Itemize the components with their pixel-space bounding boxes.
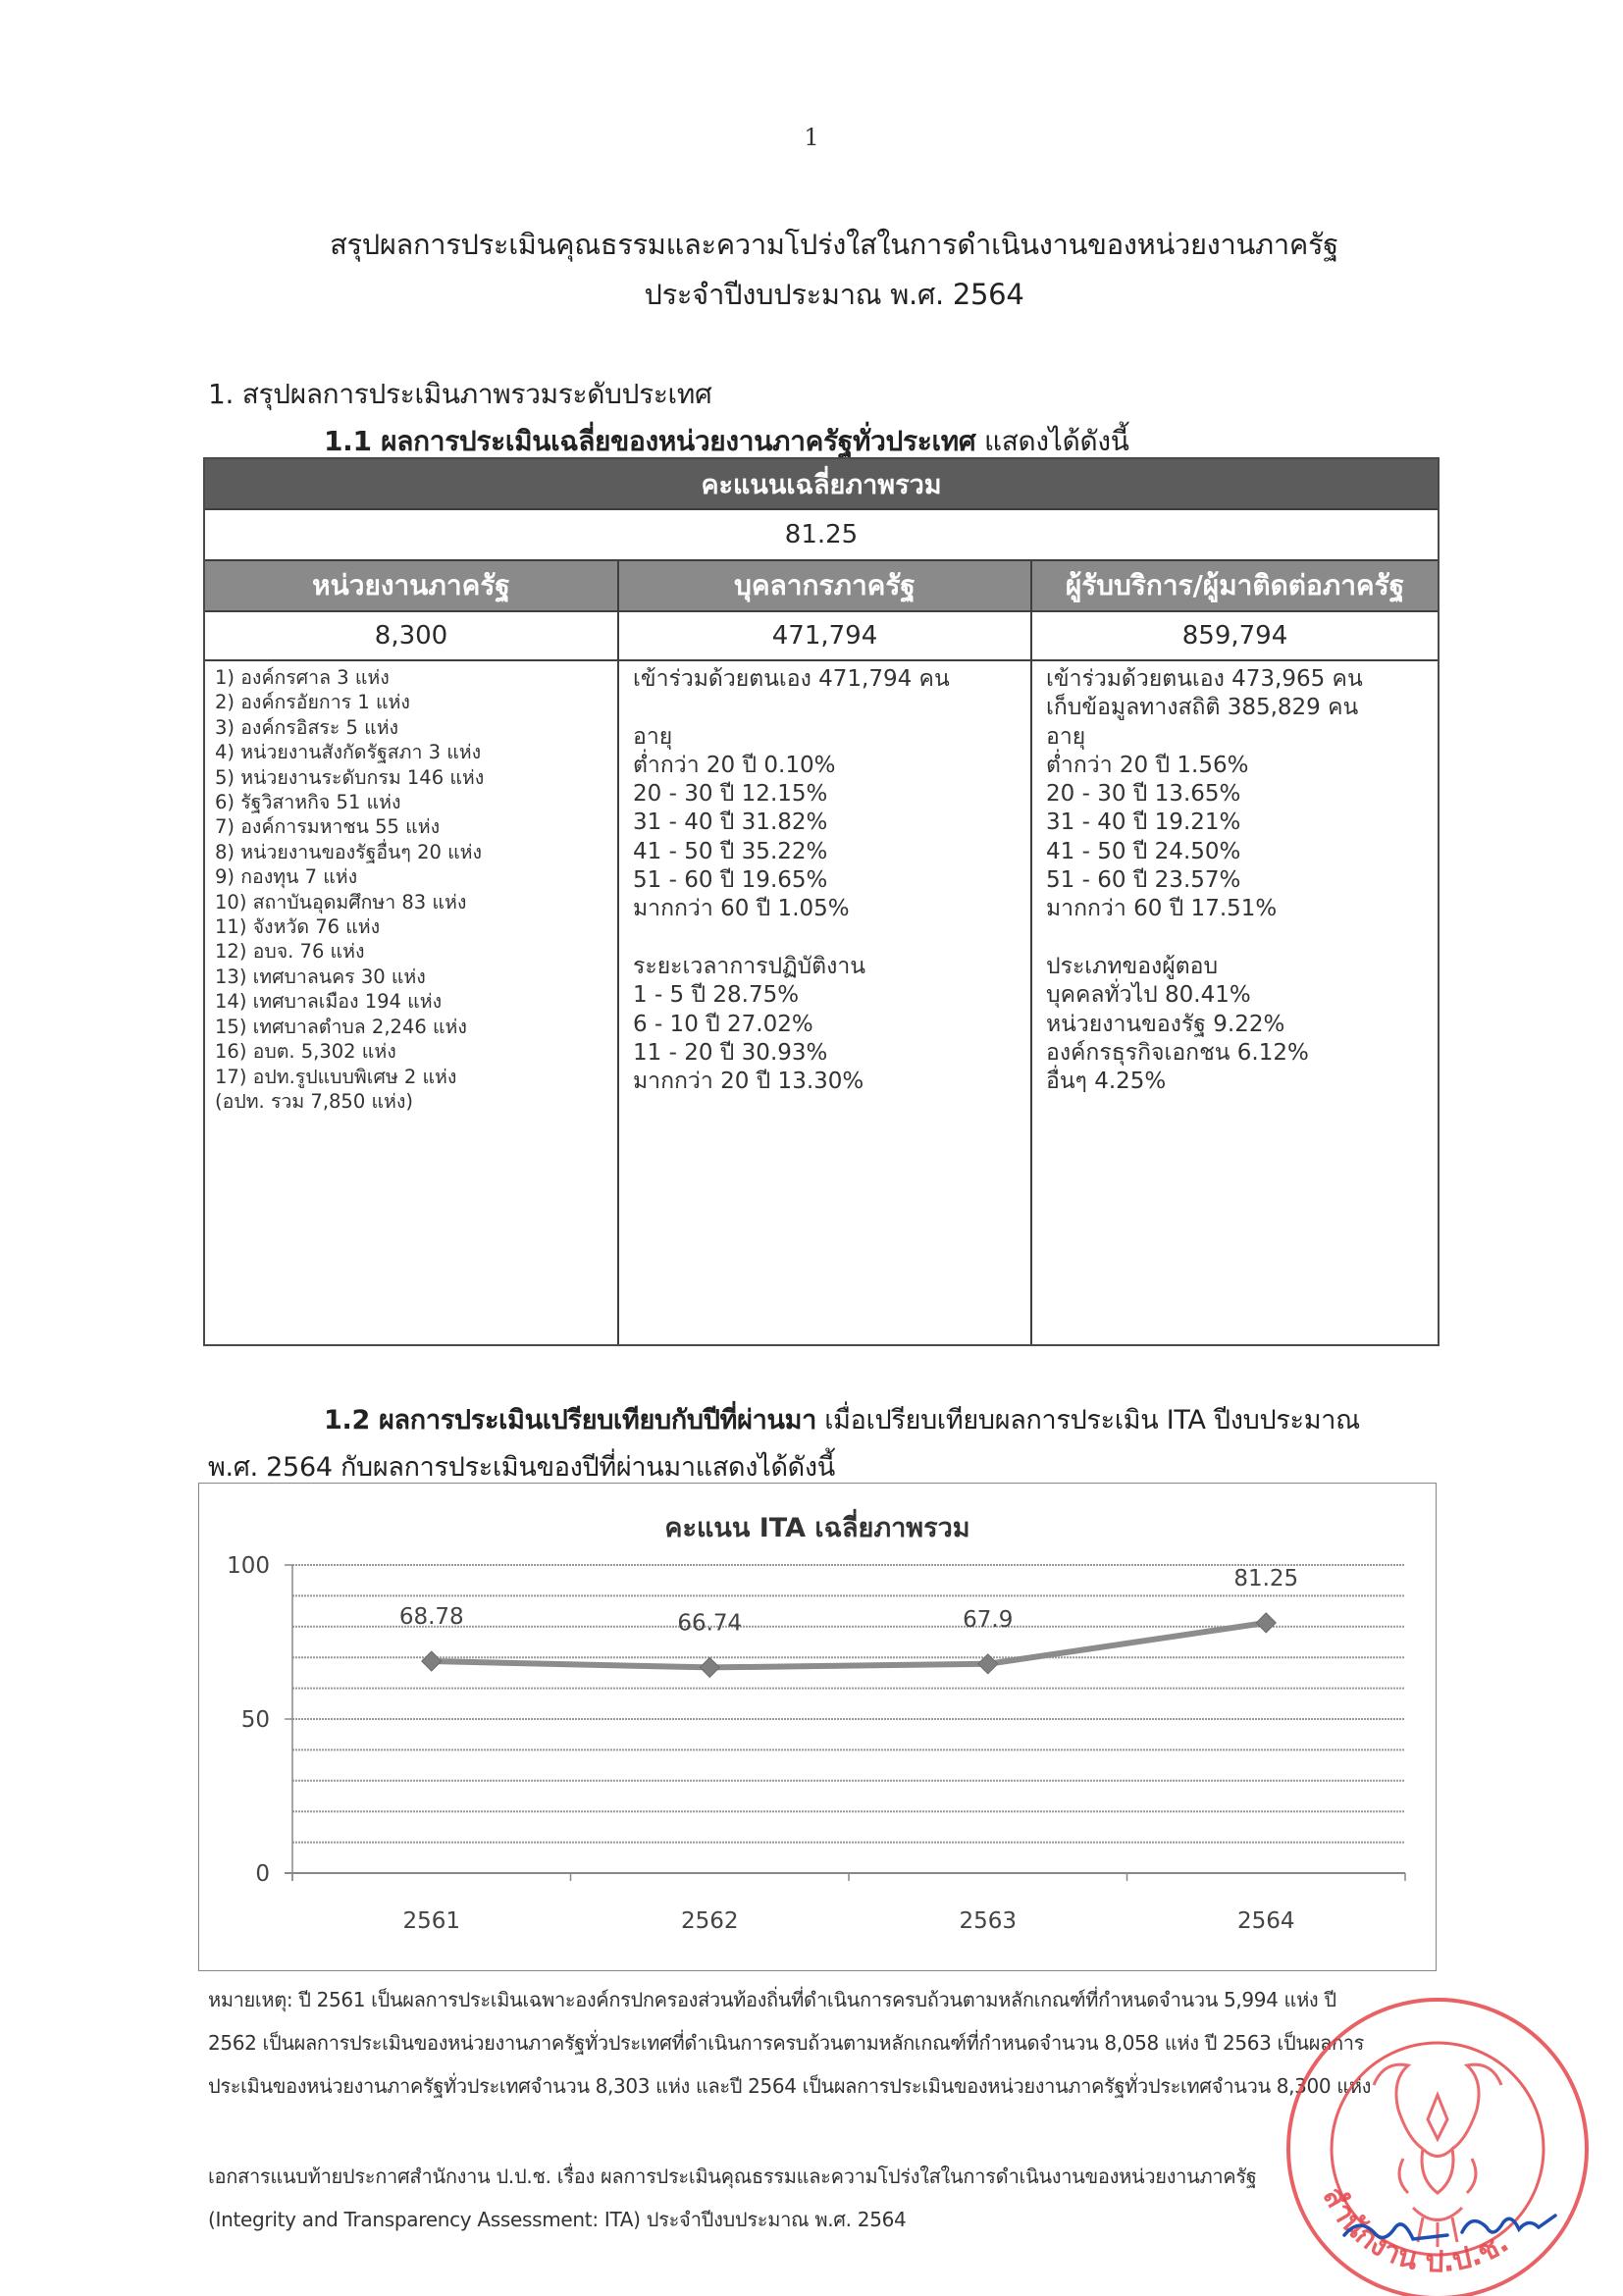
personnel-tenure-heading: ระยะเวลาการปฏิบัติงาน bbox=[633, 953, 865, 979]
list-item: 5) หน่วยงานระดับกรม 146 แห่ง bbox=[215, 765, 485, 789]
y-tick-label: 0 bbox=[255, 1861, 270, 1887]
series-line bbox=[432, 1623, 1267, 1668]
chart-x-tick-labels bbox=[402, 1908, 1294, 1934]
y-tick-label: 50 bbox=[240, 1707, 270, 1733]
footer-line-1: เอกสารแนบท้ายประกาศสำนักงาน ป.ป.ช. เรื่อง ผลการประเมินคุณธรรมและความโปร่งใสในการดำเนินงานของหน่วยงานภาครัฐ bbox=[208, 2165, 1257, 2188]
list-item: 51 - 60 ปี 23.57% bbox=[1046, 867, 1241, 894]
list-item: อื่นๆ 4.25% bbox=[1046, 1069, 1167, 1095]
summary-table bbox=[203, 457, 1440, 1346]
overall-score: 81.25 bbox=[205, 510, 1438, 561]
chart-y-tick-labels bbox=[227, 1553, 270, 1887]
personnel-participation: เข้าร่วมด้วยตนเอง 471,794 คน bbox=[633, 666, 950, 692]
list-item: 1 - 5 ปี 28.75% bbox=[633, 982, 800, 1009]
footer-line-2: (Integrity and Transparency Assessment: ITA) ประจำปีงบประมาณ พ.ศ. 2564 bbox=[208, 2208, 907, 2231]
list-item: หน่วยงานของรัฐ 9.22% bbox=[1046, 1011, 1285, 1037]
x-tick-label: 2563 bbox=[959, 1908, 1018, 1934]
document-title: สรุปผลการประเมินคุณธรรมและความโปร่งใสในการดำเนินงานของหน่วยงานภาครัฐ bbox=[330, 228, 1338, 261]
chart-title: คะแนน ITA เฉลี่ยภาพรวม bbox=[664, 1513, 970, 1543]
note-line-1: หมายเหตุ: ปี 2561 เป็นผลการประเมินเฉพาะองค์กรปกครองส่วนท้องถิ่นที่ดำเนินการครบถ้วนตามหลักเกณฑ์ที่กำหนดจำนวน 5,994 แห่ง ปี bbox=[208, 1988, 1336, 2011]
chart-series bbox=[422, 1613, 1277, 1678]
list-item: ต่ำกว่า 20 ปี 1.56% bbox=[1046, 752, 1249, 778]
list-item: (อปท. รวม 7,850 แห่ง) bbox=[215, 1089, 413, 1113]
data-label: 67.9 bbox=[963, 1606, 1014, 1633]
column-header-agencies: หน่วยงานภาครัฐ bbox=[205, 561, 619, 610]
public-statistics: เก็บข้อมูลทางสถิติ 385,829 คน bbox=[1046, 695, 1359, 721]
list-item: 20 - 30 ปี 12.15% bbox=[633, 781, 828, 808]
list-item: 14) เทศบาลเมือง 194 แห่ง bbox=[215, 990, 443, 1014]
list-item: 15) เทศบาลตำบล 2,246 แห่ง bbox=[215, 1015, 467, 1038]
list-item: 41 - 50 ปี 35.22% bbox=[633, 838, 828, 864]
table-column-headers bbox=[205, 561, 1438, 612]
list-item: 9) กองทุน 7 แห่ง bbox=[215, 865, 358, 889]
list-item: 41 - 50 ปี 24.50% bbox=[1046, 838, 1241, 864]
list-item: 31 - 40 ปี 19.21% bbox=[1046, 809, 1241, 836]
list-item: มากกว่า 20 ปี 13.30% bbox=[633, 1069, 864, 1095]
list-item: มากกว่า 60 ปี 17.51% bbox=[1046, 896, 1278, 922]
column-header-public: ผู้รับบริการ/ผู้มาติดต่อภาครัฐ bbox=[1065, 569, 1405, 601]
list-item: 8) หน่วยงานของรัฐอื่นๆ 20 แห่ง bbox=[215, 840, 483, 863]
chart-data-labels bbox=[399, 1566, 1298, 1637]
list-item: ต่ำกว่า 20 ปี 0.10% bbox=[633, 752, 836, 778]
list-item: 11 - 20 ปี 30.93% bbox=[633, 1039, 828, 1066]
public-participation: เข้าร่วมด้วยตนเอง 473,965 คน bbox=[1046, 666, 1363, 692]
section-1-2-rest: เมื่อเปรียบเทียบผลการประเมิน ITA ปีงบประมาณ bbox=[815, 1405, 1360, 1435]
ita-chart bbox=[198, 1483, 1437, 1971]
chart-canvas bbox=[199, 1484, 1435, 1969]
list-item: 12) อบจ. 76 แห่ง bbox=[215, 940, 365, 964]
x-tick-label: 2564 bbox=[1236, 1908, 1295, 1934]
personnel-details bbox=[619, 661, 1032, 1344]
public-details bbox=[1032, 661, 1438, 1344]
section-1-1-bold: 1.1 ผลการประเมินเฉลี่ยของหน่วยงานภาครัฐทั่วประเทศ bbox=[324, 425, 976, 457]
list-item: 6 - 10 ปี 27.02% bbox=[633, 1011, 813, 1037]
list-item: 3) องค์กรอิสระ 5 แห่ง bbox=[215, 715, 399, 739]
note-line-3: ประเมินของหน่วยงานภาครัฐทั่วประเทศจำนวน 8,303 แห่ง และปี 2564 เป็นผลการประเมินของหน่วยงานภาครัฐทั่วประเทศจำนวน 8,300 แห่ง bbox=[208, 2074, 1372, 2098]
data-label: 66.74 bbox=[677, 1610, 743, 1637]
list-item: บุคคลทั่วไป 80.41% bbox=[1046, 982, 1251, 1009]
y-tick-label: 100 bbox=[227, 1553, 270, 1579]
list-item: 17) อปท.รูปแบบพิเศษ 2 แห่ง bbox=[215, 1065, 457, 1088]
list-item: องค์กรธุรกิจเอกชน 6.12% bbox=[1046, 1039, 1309, 1066]
table-header-overall: คะแนนเฉลี่ยภาพรวม bbox=[205, 459, 1438, 510]
list-item: 10) สถาบันอุดมศึกษา 83 แห่ง bbox=[215, 890, 467, 913]
section-1-2-line2: พ.ศ. 2564 กับผลการประเมินของปีที่ผ่านมาแสดงได้ดังนี้ bbox=[208, 1452, 835, 1483]
list-item: 7) องค์การมหาชน 55 แห่ง bbox=[215, 815, 441, 839]
data-point-marker bbox=[1256, 1613, 1276, 1633]
section-1-1-rest: แสดงได้ดังนี้ bbox=[975, 425, 1129, 457]
list-item: 2) องค์กรอัยการ 1 แห่ง bbox=[215, 691, 410, 714]
data-label: 81.25 bbox=[1233, 1565, 1299, 1592]
garuda-seal-icon bbox=[1276, 1982, 1609, 2296]
column-header-personnel: บุคลากรภาครัฐ bbox=[619, 561, 1032, 610]
note-line-2: 2562 เป็นผลการประเมินของหน่วยงานภาครัฐทั่วประเทศที่ดำเนินการครบถ้วนตามหลักเกณฑ์ที่กำหนดจำนวน 8,058 แห่ง ปี 2563 เป็นผลการ bbox=[208, 2031, 1365, 2055]
personnel-age-heading: อายุ bbox=[633, 723, 673, 750]
page-number: 1 bbox=[804, 124, 819, 151]
list-item: 1) องค์กรศาล 3 แห่ง bbox=[215, 666, 390, 689]
official-seal-stamp bbox=[1276, 1982, 1609, 2296]
table-body-row bbox=[205, 661, 1438, 1344]
stamp-text: สำนักงาน ป.ป.ช. bbox=[1315, 2181, 1516, 2280]
list-item: 16) อบต. 5,302 แห่ง bbox=[215, 1040, 396, 1064]
list-item: 13) เทศบาลนคร 30 แห่ง bbox=[215, 965, 426, 988]
document-subtitle: ประจำปีงบประมาณ พ.ศ. 2564 bbox=[644, 278, 1024, 311]
list-item: 6) รัฐวิสาหกิจ 51 แห่ง bbox=[215, 791, 401, 814]
public-age-heading: อายุ bbox=[1046, 723, 1086, 750]
section-1-2-heading bbox=[324, 1398, 1360, 1440]
count-public: 859,794 bbox=[1181, 621, 1288, 651]
table-counts-row bbox=[205, 612, 1438, 661]
x-tick-label: 2561 bbox=[402, 1908, 461, 1934]
count-personnel: 471,794 bbox=[619, 612, 1032, 659]
list-item: 11) จังหวัด 76 แห่ง bbox=[215, 915, 381, 939]
data-label: 68.78 bbox=[398, 1604, 464, 1631]
x-tick-label: 2562 bbox=[680, 1908, 739, 1934]
list-item: 20 - 30 ปี 13.65% bbox=[1046, 781, 1241, 808]
section-1-2-bold: 1.2 ผลการประเมินเปรียบเทียบกับปีที่ผ่านมา bbox=[324, 1405, 816, 1435]
list-item: 4) หน่วยงานสังกัดรัฐสภา 3 แห่ง bbox=[215, 741, 482, 764]
list-item: มากกว่า 60 ปี 1.05% bbox=[633, 896, 850, 922]
agency-list bbox=[205, 661, 619, 1344]
data-point-marker bbox=[422, 1651, 442, 1671]
data-point-marker bbox=[700, 1657, 719, 1677]
section-1-heading: 1. สรุปผลการประเมินภาพรวมระดับประเทศ bbox=[208, 378, 712, 410]
list-item: 31 - 40 ปี 31.82% bbox=[633, 809, 828, 836]
list-item: 51 - 60 ปี 19.65% bbox=[633, 867, 828, 894]
public-type-heading: ประเภทของผู้ตอบ bbox=[1046, 953, 1219, 979]
count-agencies: 8,300 bbox=[205, 612, 619, 659]
